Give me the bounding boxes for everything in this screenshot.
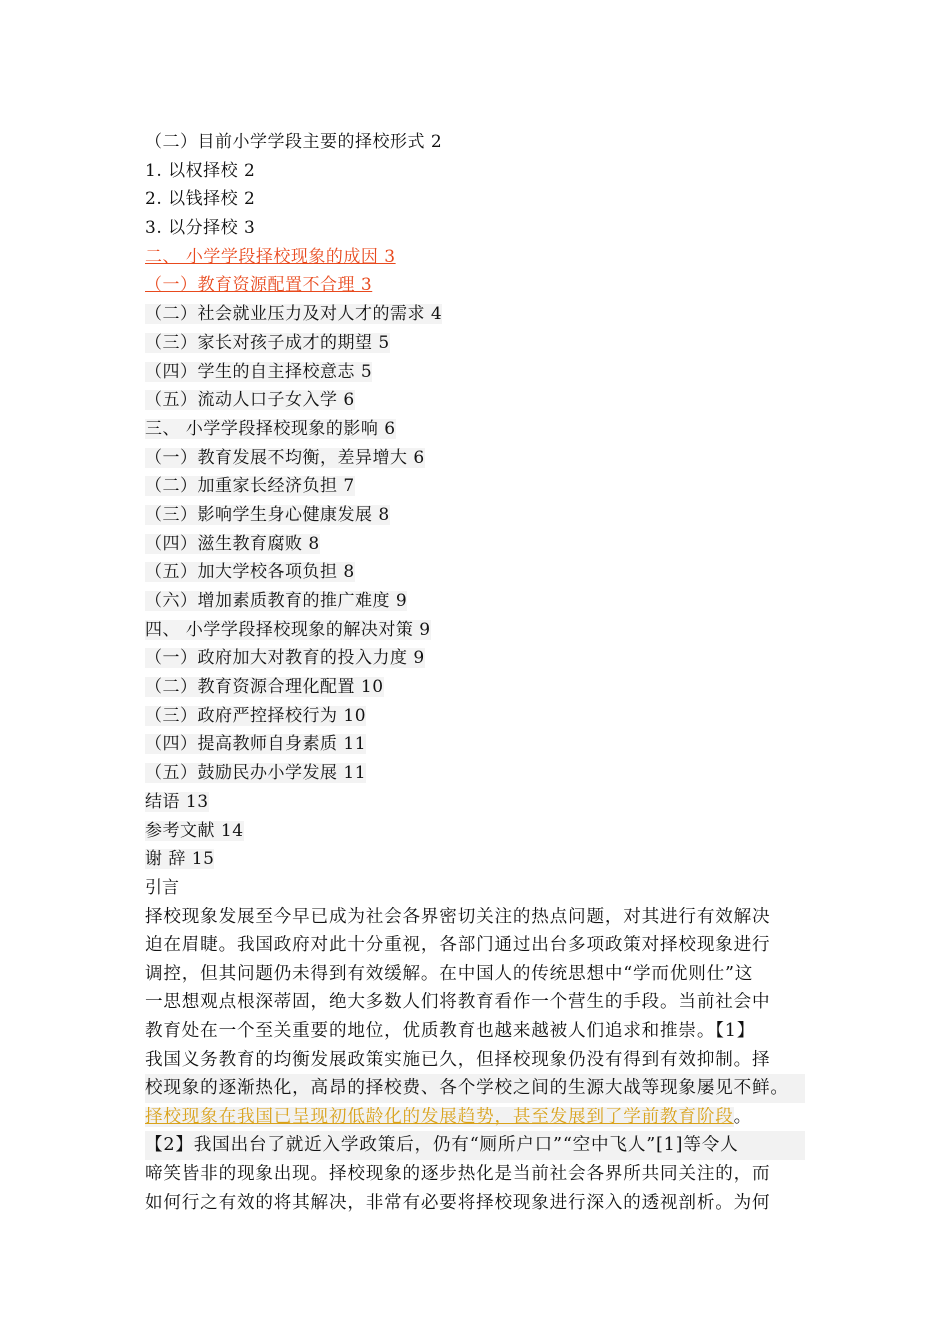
- body-line: 调控，但其问题仍未得到有效缓解。在中国人的传统思想中“学而优则仕”这: [145, 963, 754, 984]
- toc-entry-text: 3. 以分择校 3: [145, 218, 256, 239]
- toc-entry: [145, 759, 825, 788]
- toc-entry-text: （五）加大学校各项负担 8: [145, 562, 355, 583]
- toc-entry-text: （二）目前小学学段主要的择校形式 2: [145, 132, 443, 152]
- paragraph-2: [145, 1046, 805, 1132]
- toc-entry: [145, 185, 825, 214]
- body-line-highlight: [145, 1103, 805, 1132]
- toc-entry: [145, 788, 825, 817]
- toc-link[interactable]: [145, 271, 825, 300]
- document-page: [145, 128, 825, 1217]
- toc-entry: [145, 415, 825, 444]
- toc-entry-text: （一）政府加大对教育的投入力度 9: [145, 648, 425, 669]
- toc-entry-text: （四）滋生教育腐败 8: [145, 533, 320, 554]
- body-line: 【2】我国出台了就近入学政策后，仍有“厕所户口”“空中飞人”[1]等令人: [145, 1131, 805, 1160]
- body-line: 啼笑皆非的现象出现。择校现象的逐步热化是当前社会各界所共同关注的，而: [145, 1163, 771, 1184]
- toc-entry: [145, 128, 825, 157]
- body-line: 我国义务教育的均衡发展政策实施已久，但择校现象仍没有得到有效抑制。择: [145, 1049, 771, 1070]
- sentence-end: 。: [733, 1106, 753, 1127]
- toc-entry-text: （四）学生的自主择校意志 5: [145, 361, 373, 382]
- toc-entry-text: （五）鼓励民办小学发展 11: [145, 763, 367, 784]
- table-of-contents: [145, 128, 825, 874]
- toc-entry-text: （三）政府严控择校行为 10: [145, 705, 367, 726]
- body-line: 迫在眉睫。我国政府对此十分重视，各部门通过出台多项政策对择校现象进行: [145, 935, 771, 956]
- toc-entry-text: 二、 小学学段择校现象的成因 3: [145, 246, 396, 267]
- toc-entry: [145, 673, 825, 702]
- toc-entry: [145, 702, 825, 731]
- toc-entry-text: （二）加重家长经济负担 7: [145, 476, 355, 497]
- toc-entry-text: 参考文献 14: [145, 820, 244, 841]
- toc-entry: [145, 157, 825, 186]
- paragraph-1: [145, 903, 805, 1046]
- toc-entry-text: 2. 以钱择校 2: [145, 189, 256, 210]
- toc-entry-text: 四、 小学学段择校现象的解决对策 9: [145, 619, 431, 640]
- toc-entry-text: （三）影响学生身心健康发展 8: [145, 504, 390, 525]
- toc-entry: [145, 214, 825, 243]
- toc-entry: [145, 558, 825, 587]
- body-line: 一思想观点根深蒂固，绝大多数人们将教育看作一个营生的手段。当前社会中: [145, 992, 771, 1013]
- toc-entry-text: （一）教育发展不均衡，差异增大 6: [145, 447, 425, 468]
- intro-heading: 引言: [145, 877, 179, 898]
- body-line: 教育处在一个至关重要的地位，优质教育也越来越被人们追求和推崇。【1】: [145, 1020, 756, 1041]
- body-line: 如何行之有效的将其解决，非常有必要将择校现象进行深入的透视剖析。为何: [145, 1192, 771, 1213]
- toc-entry-text: 结语 13: [145, 791, 209, 812]
- toc-entry: [145, 472, 825, 501]
- toc-entry-text: （二）社会就业压力及对人才的需求 4: [145, 304, 443, 325]
- toc-entry-text: （一）教育资源配置不合理 3: [145, 275, 373, 296]
- toc-entry: [145, 358, 825, 387]
- toc-entry: [145, 386, 825, 415]
- toc-entry-text: 谢 辞 15: [145, 849, 215, 870]
- toc-entry: [145, 501, 825, 530]
- toc-entry-text: （六）增加素质教育的推广难度 9: [145, 591, 408, 611]
- toc-entry-text: （二）教育资源合理化配置 10: [145, 677, 384, 698]
- toc-entry-text: （四）提高教师自身素质 11: [145, 734, 367, 755]
- toc-entry-text: 三、 小学学段择校现象的影响 6: [145, 418, 396, 439]
- toc-entry: [145, 329, 825, 358]
- intro-body: [145, 903, 805, 1218]
- toc-entry: [145, 616, 825, 645]
- toc-entry: [145, 845, 825, 874]
- toc-entry: [145, 644, 825, 673]
- toc-entry: [145, 444, 825, 473]
- toc-link[interactable]: [145, 243, 825, 272]
- toc-entry: [145, 530, 825, 559]
- toc-entry-text: （三）家长对孩子成才的期望 5: [145, 332, 390, 353]
- toc-entry: [145, 587, 825, 616]
- body-line: 择校现象发展至今早已成为社会各界密切关注的热点问题，对其进行有效解决: [145, 906, 771, 927]
- toc-entry: [145, 730, 825, 759]
- body-line: 校现象的逐渐热化，高昂的择校费、各个学校之间的生源大战等现象屡见不鲜。: [145, 1074, 805, 1103]
- paragraph-3: [145, 1131, 805, 1217]
- highlighted-sentence[interactable]: 择校现象在我国已呈现初低龄化的发展趋势，甚至发展到了学前教育阶段: [145, 1106, 734, 1127]
- toc-entry: [145, 300, 825, 329]
- toc-entry-text: 1. 以权择校 2: [145, 160, 256, 181]
- toc-entry-text: （五）流动人口子女入学 6: [145, 390, 355, 411]
- toc-entry: [145, 817, 825, 846]
